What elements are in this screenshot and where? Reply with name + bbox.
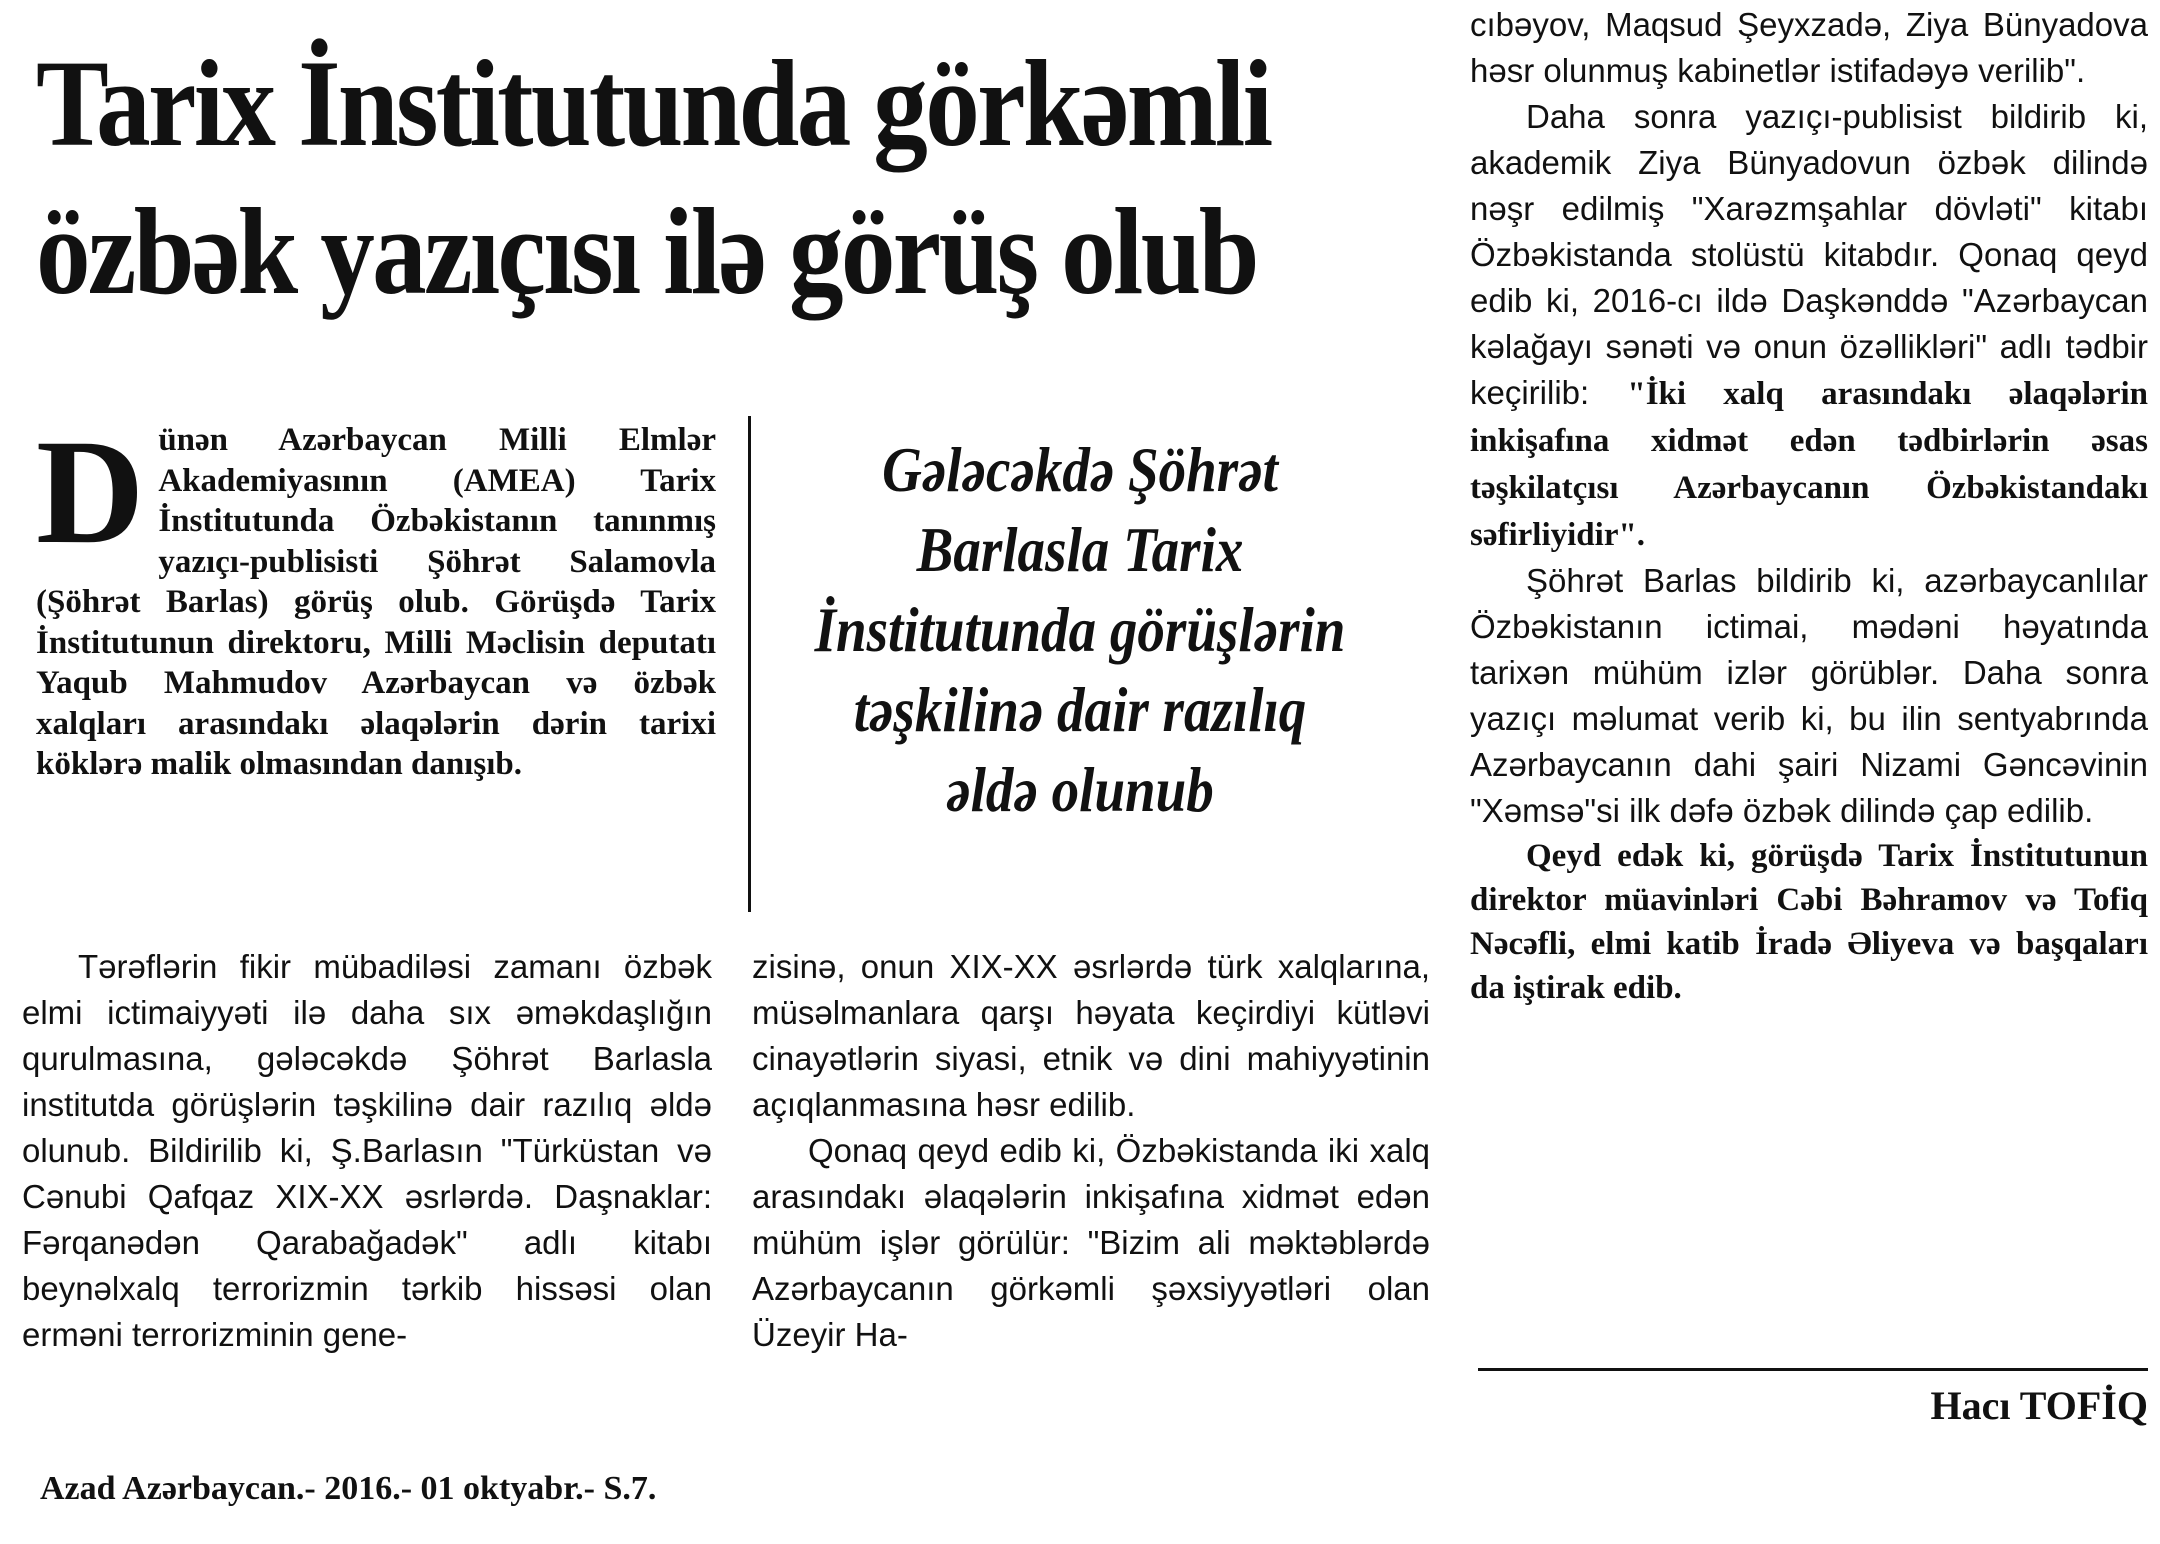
pull-quote-line-4: təşkilinə dair razılıq: [853, 674, 1307, 745]
column-3-paragraph-2-text: Daha sonra yazıçı-publisist bildirib ki, akademik Ziya Bünyadovun özbək dilində nəşr edilmiş "Xarəzmşahlar dövləti" kitabı Özbəkistanda stolüstü kitabdır. Qonaq qeyd edib ki, 2016-cı ildə Daşkənddə "Azərbaycan kəlağayı sənəti və onun özəllikləri" adlı tədbir keçirilib:: [1470, 98, 2148, 411]
column-3-paragraph-2: [1470, 94, 2148, 558]
column-3-bold-quote: "İki xalq arasındakı əlaqələrin inkişafına xidmət edən tədbirlərin əsas təşkilatçısı Azərbaycanın Özbəkistandakı səfirliyidir".: [1470, 376, 2149, 553]
column-2-paragraph-1: zisinə, onun XIX-XX əsrlərdə türk xalqlarına, müsəlmanlara qarşı həyata keçirdiyi kütləvi cinayətlərin siyasi, etnik və dini mahiyyətinin açıqlanmasına həsr edilib.: [752, 948, 1430, 1123]
headline: [36, 30, 1271, 326]
column-2-paragraph-2: Qonaq qeyd edib ki, Özbəkistanda iki xalq arasındakı əlaqələrin inkişafına xidmət edən mühüm işlər görülür: "Bizim ali məktəblərdə Azərbaycanın görkəmli şəxsiyyətləri olan Üzeyir Ha-: [752, 1132, 1430, 1353]
signature-rule: [1478, 1368, 2148, 1371]
pull-quote-line-3: İnstitutunda görüşlərin: [814, 594, 1346, 665]
lead-paragraph: [36, 409, 716, 785]
article-column-1: [22, 944, 712, 1358]
article-column-3: [1470, 2, 2148, 1010]
headline-line-2: özbək yazıçısı ilə görüş olub: [36, 183, 1257, 320]
pull-quote-line-5: əldə olunub: [946, 754, 1214, 825]
column-3-paragraph-4: Qeyd edək ki, görüşdə Tarix İnstitutunun direktor müavinləri Cəbi Bəhramov və Tofiq Nəcəfli, elmi katib İradə Əliyeva və başqaları da iştirak edib.: [1470, 838, 2148, 1006]
pull-quote-line-1: Gələcəkdə Şöhrət: [882, 434, 1278, 505]
pull-quote-line-2: Barlasla Tarix: [916, 514, 1244, 585]
column-1-paragraph-1: Tərəflərin fikir mübadiləsi zamanı özbək elmi ictimaiyyəti ilə daha sıx əməkdaşlığın qurulmasına, gələcəkdə Şöhrət Barlasla institutda görüşlərin təşkilinə dair razılıq əldə olunub. Bildirilib ki, Ş.Barlasın "Türküstan və Cənubi Qafqaz XIX-XX əsrlərdə. Daşnaklar: Fərqanədən Qarabağadək" adlı kitabı beynəlxalq terrorizmin tərkib hissəsi olan erməni terrorizminin gene-: [22, 948, 712, 1353]
column-divider: [748, 416, 751, 912]
lead-text: ünən Azərbaycan Milli Elmlər Akademiyasının (AMEA) Tarix İnstitutunda Özbəkistanın tanınmış yazıçı-publisisti Şöhrət Salamovla (Şöhrət Barlas) görüş olub. Görüşdə Tarix İnstitutunun direktoru, Milli Məclisin deputatı Yaqub Mahmudov Azərbaycan və özbək xalqları arasındakı əlaqələrin dərin tarixi köklərə malik olmasından danışıb.: [36, 422, 716, 782]
article-column-2: [752, 944, 1430, 1358]
column-3-paragraph-1: cıbəyov, Maqsud Şeyxzadə, Ziya Bünyadova həsr olunmuş kabinetlər istifadəyə verilib".: [1470, 6, 2148, 89]
author-signature: Hacı TOFİQ: [1930, 1383, 2148, 1428]
source-citation: Azad Azərbaycan.- 2016.- 01 oktyabr.- S.7.: [40, 1470, 657, 1507]
drop-cap: D: [36, 409, 145, 575]
pull-quote: [805, 430, 1355, 830]
headline-line-1: Tarix İnstitutunda görkəmli: [36, 35, 1271, 172]
column-3-paragraph-3: Şöhrət Barlas bildirib ki, azərbaycanlılar Özbəkistanın ictimai, mədəni həyatında tarixən mühüm izlər görüblər. Daha sonra yazıçı məlumat verib ki, bu ilin sentyabrında Azərbaycanın dahi şairi Nizami Gəncəvinin "Xəmsə"si ilk dəfə özbək dilində çap edilib.: [1470, 562, 2148, 829]
